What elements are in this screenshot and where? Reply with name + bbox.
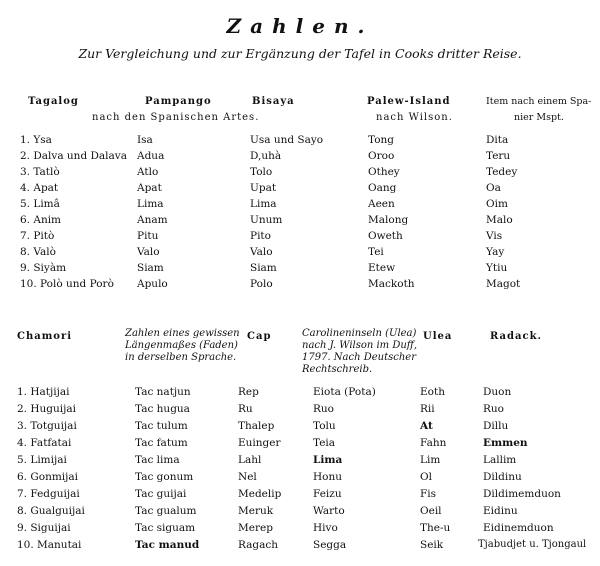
table2-cell: Tac gonum: [135, 471, 194, 483]
table1-cell: 9. Siyàm: [20, 262, 67, 274]
table2-cell: Ru: [238, 403, 253, 415]
table2-cell: Ol: [420, 471, 432, 483]
table2-cell: Tac lima: [135, 454, 180, 466]
table2-cell: Tolu: [313, 420, 336, 432]
table2-cell: Fis: [420, 488, 437, 500]
table1-cell: Vis: [486, 230, 503, 242]
table1-cell: Lima: [250, 198, 277, 210]
table2-cell: Duon: [483, 386, 512, 398]
table2-cell: Thalep: [238, 420, 275, 432]
table2-cell: Warto: [313, 505, 345, 517]
page-title: Zahlen.: [226, 14, 374, 38]
table1-cell: Apat: [137, 182, 162, 194]
table2-cell: Tac siguam: [135, 522, 196, 534]
header-radack: Radack.: [490, 331, 542, 342]
table1-cell: Upat: [250, 182, 277, 194]
table2-cell: Tjabudjet u. Tjongaul: [478, 539, 587, 550]
table2-cell: 7. Fedguijai: [17, 488, 80, 500]
table1-cell: 2. Dalva und Dalava: [20, 150, 127, 162]
table2-cell: Hivo: [313, 522, 338, 534]
header-palew-island: Palew-Island: [367, 96, 451, 107]
table2-cell: Tac manud: [135, 539, 200, 551]
table1-cell: Ytiu: [486, 262, 508, 274]
table1-cell: 7. Pitò: [20, 230, 55, 242]
table2-cell: Eiota (Pota): [313, 386, 376, 398]
table2-cell: Rep: [238, 386, 259, 398]
header-chamori: Chamori: [17, 331, 73, 342]
table1-cell: Malo: [486, 214, 513, 226]
table1-cell: Tolo: [250, 166, 273, 178]
table2-cell: Eoth: [420, 386, 445, 398]
table1-cell: Malong: [368, 214, 409, 226]
table1-cell: Usa und Sayo: [250, 134, 324, 146]
table1-cell: Oang: [368, 182, 397, 194]
table1-cell: Adua: [137, 150, 165, 162]
table1-cell: Yay: [486, 246, 505, 258]
header-carolineninseln: Carolineninseln (Ulea) nach J. Wilson im Duff, 1797. Nach Deutscher Rechtschreib.: [302, 328, 418, 375]
table2-cell: Dildimemduon: [483, 488, 561, 500]
table2-cell: Tac tulum: [135, 420, 188, 432]
table1-cell: Othey: [368, 166, 400, 178]
header-pampango: Pampango: [145, 96, 212, 107]
subheader-mspt: nier Mspt.: [514, 112, 564, 123]
table1-cell: Siam: [250, 262, 277, 274]
table1-cell: Anam: [137, 214, 168, 226]
table2-cell: Tac natjun: [135, 386, 191, 398]
table2-cell: The-u: [420, 522, 451, 534]
table1-cell: Oa: [486, 182, 501, 194]
table2-cell: Ragach: [238, 539, 279, 551]
table1-cell: Dita: [486, 134, 509, 146]
table2-cell: Lahl: [238, 454, 262, 466]
table1-cell: 1. Ysa: [20, 134, 52, 146]
table2-cell: Lim: [420, 454, 441, 466]
table2-cell: Teia: [313, 437, 336, 449]
table2-cell: Dildinu: [483, 471, 522, 483]
table1-cell: D,uhà: [250, 150, 282, 162]
table2-cell: Merep: [238, 522, 273, 534]
table1-cell: Unum: [250, 214, 283, 226]
table1-cell: Isa: [137, 134, 153, 146]
table1-cell: Mackoth: [368, 278, 415, 290]
table1-cell: Oweth: [368, 230, 403, 242]
table2-cell: Segga: [313, 539, 347, 551]
table2-cell: Emmen: [483, 437, 528, 449]
table1-cell: Pitu: [137, 230, 159, 242]
table2-cell: Nel: [238, 471, 257, 483]
table1-cell: 5. Limâ: [20, 198, 60, 210]
table2-cell: Medelip: [238, 488, 282, 500]
table2-cell: 3. Totguijai: [17, 420, 77, 432]
table2-cell: Fahn: [420, 437, 447, 449]
table2-cell: Ruo: [313, 403, 334, 415]
table2-cell: Feizu: [313, 488, 342, 500]
header-cap: Cap: [247, 331, 272, 342]
table1-cell: Valo: [250, 246, 273, 258]
subheader-spanish-artes: nach den Spanischen Artes.: [92, 112, 260, 123]
header-ulea: Ulea: [423, 331, 453, 342]
table1-cell: 8. Valò: [20, 246, 56, 258]
table2-cell: 8. Gualguijai: [17, 505, 85, 517]
table2-cell: 6. Gonmijai: [17, 471, 79, 483]
subheader-wilson: nach Wilson.: [376, 112, 453, 123]
table2-cell: Rii: [420, 403, 435, 415]
table2-cell: 10. Manutai: [17, 539, 82, 551]
table1-cell: Atlo: [137, 166, 159, 178]
table2-cell: Seik: [420, 539, 444, 551]
table2-cell: Dillu: [483, 420, 509, 432]
table1-cell: Tong: [368, 134, 394, 146]
table1-cell: Pito: [250, 230, 271, 242]
table2-cell: 4. Fatfatai: [17, 437, 72, 449]
table2-cell: Eidinemduon: [483, 522, 554, 534]
table1-cell: Tei: [368, 246, 384, 258]
table2-cell: Honu: [313, 471, 343, 483]
page-subtitle: Zur Vergleichung und zur Ergänzung der Tafel in Cooks dritter Reise.: [78, 46, 522, 61]
table1-cell: Etew: [368, 262, 396, 274]
table1-cell: Teru: [486, 150, 511, 162]
table2-cell: Oeil: [420, 505, 442, 517]
table1-cell: Oim: [486, 198, 508, 210]
table2-cell: Lima: [313, 454, 343, 466]
table2-cell: Tac guijai: [135, 488, 187, 500]
table1-cell: Tedey: [486, 166, 518, 178]
table2-cell: 5. Limijai: [17, 454, 67, 466]
table2-cell: Ruo: [483, 403, 504, 415]
header-item-spanish: Item nach einem Spa-: [486, 96, 592, 107]
table2-cell: At: [420, 420, 433, 432]
table2-cell: Tac gualum: [135, 505, 197, 517]
table1-cell: Oroo: [368, 150, 395, 162]
table2-cell: Lallim: [483, 454, 517, 466]
table2-cell: Meruk: [238, 505, 274, 517]
table1-cell: Polo: [250, 278, 273, 290]
table2-cell: 1. Hatjijai: [17, 386, 70, 398]
table2-cell: Tac fatum: [135, 437, 188, 449]
table1-cell: Lima: [137, 198, 164, 210]
table1-cell: Apulo: [137, 278, 168, 290]
table1-cell: Magot: [486, 278, 521, 290]
table1-cell: Siam: [137, 262, 164, 274]
table1-cell: Aeen: [368, 198, 395, 210]
header-tagalog: Tagalog: [28, 96, 79, 107]
table1-cell: Valo: [137, 246, 160, 258]
table2-cell: 2. Huguijai: [17, 403, 76, 415]
table2-cell: Tac hugua: [135, 403, 190, 415]
header-bisaya: Bisaya: [252, 96, 295, 107]
table1-cell: 3. Tatlò: [20, 166, 60, 178]
table2-cell: Euinger: [238, 437, 281, 449]
table1-cell: 4. Apat: [20, 182, 59, 194]
header-faden-measure: Zahlen eines gewissen Längenmaßes (Faden) in derselben Sprache.: [125, 328, 240, 363]
table1-cell: 10. Polò und Porò: [20, 278, 114, 290]
table2-cell: 9. Siguijai: [17, 522, 71, 534]
table2-cell: Eidinu: [483, 505, 518, 517]
table1-cell: 6. Anim: [20, 214, 62, 226]
